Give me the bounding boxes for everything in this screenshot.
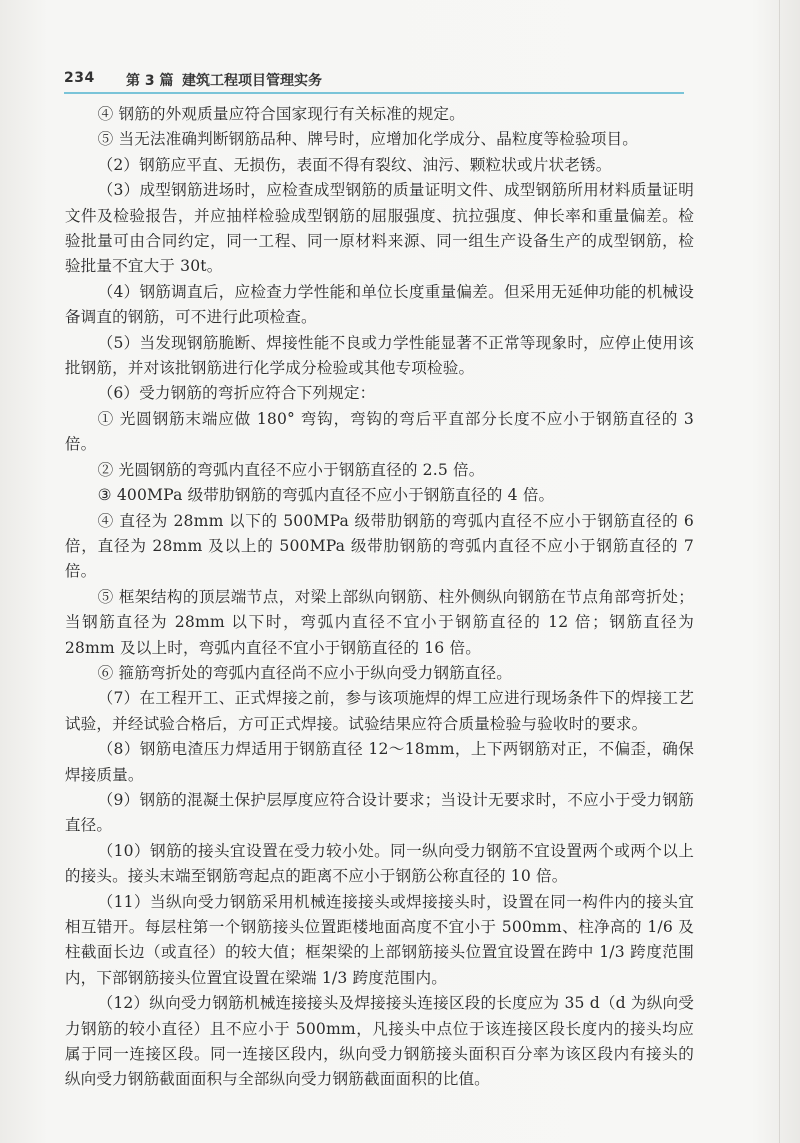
paragraph: （12）纵向受力钢筋机械连接接头及焊接接头连接区段的长度应为 35 d（d 为纵向受力钢筋的较小直径）且不应小于 500mm，凡接头中点位于该连接区段长度内的接头均应属于同一连接区段。同一连接区段内，纵向受力钢筋接头面积百分率为该区段内有接头的纵向受力钢筋截面面积与全部纵向受力钢筋截面面积的比值。 — [64, 994, 694, 1089]
paragraph: （8）钢筋电渣压力焊适用于钢筋直径 12～18mm，上下两钢筋对正，不偏歪，确保焊接质量。 — [64, 740, 694, 784]
section-title: 建筑工程项目管理实务 — [182, 73, 322, 89]
paragraph: ⑥ 箍筋弯折处的弯弧内直径尚不应小于纵向受力钢筋直径。 — [97, 663, 513, 682]
paragraph: （9）钢筋的混凝土保护层厚度应符合设计要求；当设计无要求时，不应小于受力钢筋直径。 — [64, 790, 694, 835]
running-header — [64, 68, 684, 92]
paragraph: （3）成型钢筋进场时，应检查成型钢筋的质量证明文件、成型钢筋所用材料质量证明文件及检验报告，并应抽样检验成型钢筋的屈服强度、抗拉强度、伸长率和重量偏差。检验批量可由合同约定，同一工程、同一原材料来源、同一组生产设备生产的成型钢筋，检验批量不宜大于 30t。 — [64, 181, 694, 276]
paragraph: （6）受力钢筋的弯折应符合下列规定： — [97, 384, 376, 403]
paragraph: ⑤ 框架结构的顶层端节点，对梁上部纵向钢筋、柱外侧纵向钢筋在节点角部弯折处；当钢筋直径为 28mm 以下时，弯弧内直径不宜小于钢筋直径的 12 倍；钢筋直径为 28mm 及以上时，弯弧内直径不宜小于钢筋直径的 16 倍。 — [64, 587, 694, 657]
header-rule — [64, 92, 684, 94]
page-number: 234 — [64, 70, 95, 86]
paragraph: （2）钢筋应平直、无损伤，表面不得有裂纹、油污、颗粒状或片状老锈。 — [97, 155, 612, 174]
body-text — [64, 102, 694, 1093]
paragraph: ④ 直径为 28mm 以下的 500MPa 级带肋钢筋的弯弧内直径不应小于钢筋直径的 6 倍，直径为 28mm 及以上的 500MPa 级带肋钢筋的弯弧内直径不应小于钢筋直径的 7 倍。 — [64, 511, 694, 581]
paragraph: ② 光圆钢筋的弯弧内直径不应小于钢筋直径的 2.5 倍。 — [97, 460, 485, 479]
paragraph: （4）钢筋调直后，应检查力学性能和单位长度重量偏差。但采用无延伸功能的机械设备调直的钢筋，可不进行此项检查。 — [64, 282, 694, 327]
paragraph: （11）当纵向受力钢筋采用机械连接接头或焊接接头时，设置在同一构件内的接头宜相互错开。每层柱第一个钢筋接头位置距楼地面高度不宜小于 500mm、柱净高的 1/6 及柱截面长边（或直径）的较大值；框架梁的上部钢筋接头位置宜设置在跨中 1/3 跨度范围内，下部钢筋接头位置宜设置在梁端 1/3 跨度范围内。 — [64, 892, 694, 987]
paragraph: ④ 钢筋的外观质量应符合国家现行有关标准的规定。 — [97, 105, 465, 123]
paragraph: ⑤ 当无法准确判断钢筋品种、牌号时，应增加化学成分、晶粒度等检验项目。 — [97, 130, 638, 149]
page-binding-line — [779, 0, 780, 1143]
paragraph: （7）在工程开工、正式焊接之前，参与该项施焊的焊工应进行现场条件下的焊接工艺试验，并经试验合格后，方可正式焊接。试验结果应符合质量检验与验收时的要求。 — [64, 689, 694, 733]
paragraph: （5）当发现钢筋脆断、焊接性能不良或力学性能显著不正常等现象时，应停止使用该批钢筋，并对该批钢筋进行化学成分检验或其他专项检验。 — [64, 333, 694, 378]
paragraph: （10）钢筋的接头宜设置在受力较小处。同一纵向受力钢筋不宜设置两个或两个以上的接头。接头末端至钢筋弯起点的距离不应小于钢筋公称直径的 10 倍。 — [64, 841, 694, 886]
part-label: 第 3 篇 — [126, 73, 174, 89]
paragraph: ① 光圆钢筋末端应做 180° 弯钩，弯钩的弯后平直部分长度不应小于钢筋直径的 3 倍。 — [64, 409, 694, 454]
paragraph: ③ 400MPa 级带肋钢筋的弯弧内直径不应小于钢筋直径的 4 倍。 — [97, 486, 555, 505]
